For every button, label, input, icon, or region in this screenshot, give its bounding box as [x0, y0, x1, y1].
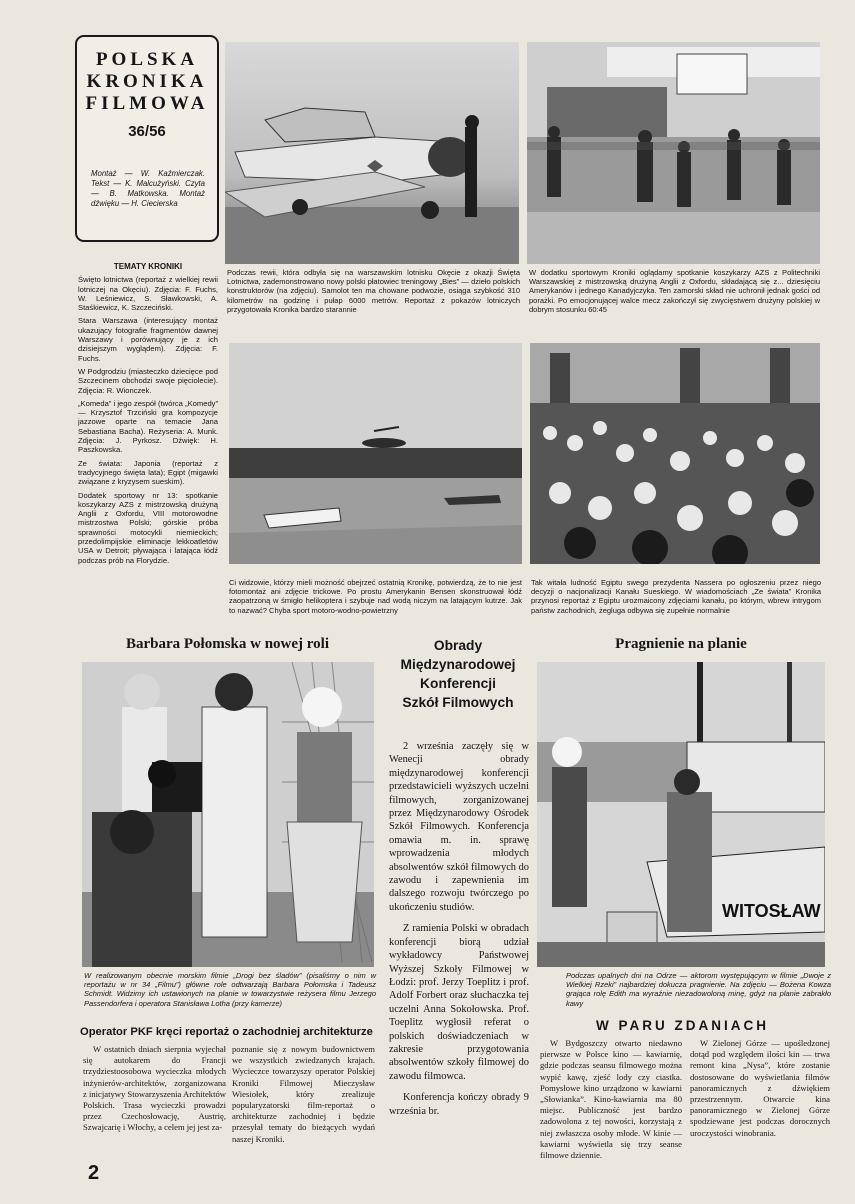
operator-title: Operator PKF kręci reportaż o zachodniej architekturze [80, 1026, 373, 1038]
photo-polomska-on-set [82, 662, 374, 967]
photo-basketball-match [527, 42, 820, 264]
issue-number: 36/56 [128, 123, 166, 140]
topic-item: Ze świata: Japonia (reportaż z tradycyjnego święta lata); Egipt (migawki związane z kryzysem sueskim). [78, 458, 218, 487]
topic-item: Dodatek sportowy nr 13: spotkanie koszykarzy AZS z mistrzowską drużyną Anglii z Oxfordu, VIII motorowodne mistrzostwa Polski; górskie próba sprawności motocykli niemieckich; przedolimpijskie eliminacje lekkoatletów USA w Detroit; pływająca i latająca łódź podczas prób na Florydzie. [78, 490, 218, 565]
caption-basketball: W dodatku sportowym Kroniki oglądamy spotkanie koszykarzy AZS z Politechniki Warszawskiej z mistrzowską drużyną Anglii z Oxfordu, składającą się z... dziesięciu Amerykanów i jednego Kanadyjczyka. Ten zamorski skład nie uchronił jednak gości od porażki. Po emocjonującej walce mecz zakończył się zwycięstwem drużyny polskiej w dobrym stosunku 60:45 [529, 268, 820, 314]
konferencja-body: 2 września zaczęły się w Wenecji obrady międzynarodowej konferencji przedstawicieli wyższych uczelni filmowych, zorganizowanej przez Międzynarodowy Ośrodek Szkół Filmowych. Konferencja omawia m. in. sprawę wprowadzenia młodych absolwentów szkół filmowych do zawodu i zapewnienia im dalszego rozwoju twórczego po ukończeniu studiów. Z ramienia Polski w obradach konferencji biorą udział wykładowcy Państwowej Wyższej Szkoły Filmowej w Łodzi: prof. Jerzy Toeplitz i prof. Adolf Forbert oraz słuchaczka tej uczelni Anna Sokołowska. Prof. Toeplitz wygłosił referat o polskich doświadczeniach w zakresie przygotowania absolwentów szkoły filmowej do zawodu filmowca. Konferencja kończy obrady 9 września br. [389, 741, 529, 1117]
topic-item: „Komeda” i jego zespół (twórca „Komedy” — Krzysztof Trzciński gra kompozycje jazzowe oparte na temacie Jana Sebastiana Bacha). Reżyseria: A. Munk. Zdjęcia: J. Pyrkosz. Dźwięk: H. Paszkowska. [78, 398, 218, 455]
topic-item: W Podgrodziu (miasteczko dziecięce pod Szczecinem obchodzi swoje pięciolecie). Zdjęcia: R. Wionczek. [78, 366, 218, 395]
masthead-credits: Montaż — W. Kaźmierczak. Tekst — K. Malcużyński. Czyta — B. Matkowska. Montaż dźwięku — H. Ciecierska [91, 169, 205, 208]
photo-boat-set [537, 662, 825, 967]
caption-pragnienie: Podczas upalnych dni na Odrze — aktorom występującym w filmie „Dwoje z Wielkiej Rzeki” najbardziej dokucza pragnienie. Na zdjęciu — Bożena Kowza grająca rolę Edith ma wyraźnie niezadowoloną minę, gdyż na planie zabrakło kawy [566, 971, 831, 1008]
caption-boats: Ci widzowie, którzy mieli możność obejrzeć ostatnią Kronikę, potwierdzą, że to nie jest fotomontaż ani zdjęcie trickowe. Po prostu Amerykanin Bensen skonstruował łódź zaopatrzoną w śmigło helikoptera i szybuje nad wodą niczym na latającym kutrze. Jak to nazwać? Chyba sport motoro-wodno-powietrzny [229, 578, 522, 615]
topics-sidebar [78, 262, 218, 569]
paru-title: W PARU ZDANIACH [596, 1018, 769, 1033]
topic-item: Stara Warszawa (interesujący montaż ukazujący fotografie fragmentów dawnej Warszawy i porównujący je z ich dzisiejszym wyglądem). Zdjęcia: F. Fuchs. [78, 316, 218, 363]
caption-plane: Podczas rewii, która odbyła się na warszawskim lotnisku Okęcie z okazji Święta Lotnictwa, zademonstrowano nowy polski płatowiec treningowy „Bies” — dzieło polskich konstruktorów (na zdjęciu). Samolot ten ma chowane podwozie, osiąga szybkość 310 kilometrów na godzinę i pułap 6000 metrów. Reportaż z pokazów lotniczych przygotowała Kronika bardzo starannie [227, 268, 520, 314]
masthead-title-2: KRONIKA [86, 71, 208, 92]
page-number: 2 [88, 1162, 100, 1184]
caption-egypt: Tak witała ludność Egiptu swego prezydenta Nassera po ogłoszeniu przez niego decyzji o nacjonalizacji Kanału Sueskiego. W wiadomościach „Ze świata” Kronika przynosi reportaż z Egiptu urozmaicony zdjęciami kanału, po którym, wbrew intrygom państw zachodnich, żegluga odbywa się zupełnie normalnie [531, 578, 821, 615]
masthead-box [75, 35, 219, 242]
masthead-title-3: FILMOWA [85, 93, 209, 114]
photo-egypt-crowd [530, 343, 820, 564]
photo-flying-boats [229, 343, 522, 564]
masthead-title-1: POLSKA [95, 49, 199, 70]
operator-col-2: poznanie się z nowym budownictwem we wszystkich zwiedzanych krajach. Wycieczce towarzyszy operator Polskiej Kroniki Filmowej Mieczysław Wiesiołek, który zrealizuje popularyzatorski film-reportaż o architekturze zachodniej i będzie przesyłał tematy do bieżących wydań naszej Kroniki. [232, 1044, 375, 1144]
operator-col-1: W ostatnich dniach sierpnia wyjechał się autokarem do Francji trzydziestoosobowa wycieczka młodych inżynierów-architektów, zorganizowana z inicjatywy Stowarzyszenia Architektów Polskich. Trasa wycieczki prowadzi przez Czechosłowację, Austrię, Szwajcarię i Włochy, a celem jej jest za- [83, 1044, 226, 1133]
topics-title: TEMATY KRONIKI [113, 262, 183, 271]
pragnienie-title: Pragnienie na planie [615, 636, 747, 652]
boat-name-text: WITOSŁAW [722, 901, 821, 921]
konferencja-title: Obrady Międzynarodowej Konferencji Szkół Filmowych [400, 638, 516, 710]
topic-item: Święto lotnictwa (reportaż z wielkiej rewii lotniczej na Okęciu). Zdjęcia: F. Fuchs, W. Leśniewicz, S. Sławkowski, A. Staśkiewicz, K. Szczeciński. [78, 275, 218, 313]
paru-col-2: W Zielonej Górze — upośledzonej dotąd pod względem ilości kin — trwa remont kina „Nysa”, które zostanie dostosowane do wyświetlania filmów panoramicznych z dźwiękiem przestrzennym. Otwarcie kina panoramicznego w Zielonej Górze spodziewane jest podczas dorocznych uroczystości winobrania. [690, 1038, 830, 1138]
polomska-title: Barbara Połomska w nowej roli [125, 636, 330, 652]
paru-col-1: W Bydgoszczy otwarto niedawno pierwsze w Polsce kino — kawiarnię, gdzie podczas seansu filmowego można wypić kawę, zjeść lody czy ciastka. Pomysłowe kino urządzono w kawiarni „Słowianka”. Kino-kawiarnia ma 80 miejsc. Publiczność jest bardzo zadowolona z tej nowości, korzystają z niej zwłaszcza osoby młode. W kinie — kawiarni wyświetla się trzy seanse filmowe dziennie. [540, 1038, 682, 1161]
caption-polomska: W realizowanym obecnie morskim filmie „Drogi bez śladów” (pisaliśmy o nim w reportażu w nr 34 „Filmu”) główne role odtwarzają Barbara Połomska i Tadeusz Schmidt. Widzimy ich ustawionych na planie w towarzystwie reżysera filmu Jerzego Passendorfera i operatora Stanisława Lotha (przy kamerze) [84, 971, 376, 1008]
photo-training-plane [225, 42, 519, 264]
